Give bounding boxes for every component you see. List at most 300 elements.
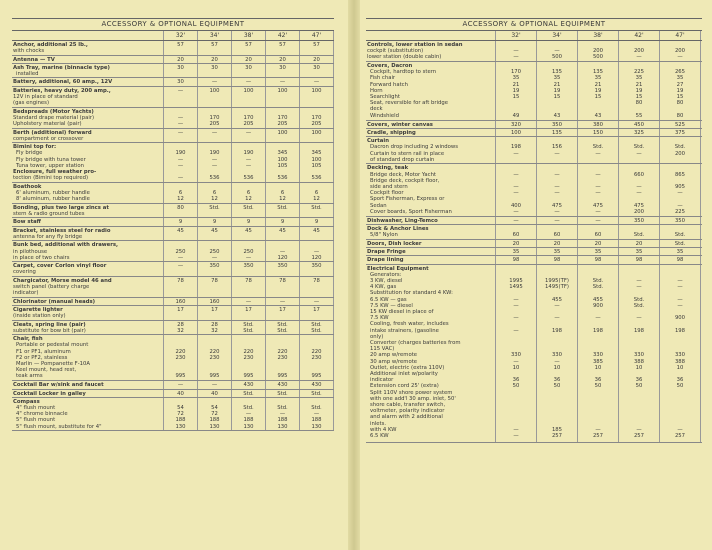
price-value: 30: [313, 64, 320, 71]
item-label-line: Fish chair: [370, 75, 396, 82]
item-label-line: Cradle, shipping: [367, 129, 416, 136]
price-value: 198: [633, 327, 645, 334]
price-cell: [619, 137, 660, 163]
price-value: 45: [279, 227, 286, 234]
item-label: [12, 227, 164, 241]
price-cell: [300, 298, 334, 305]
price-value: 10: [594, 364, 602, 371]
item-label-line: stern & radio ground tubes: [13, 211, 85, 218]
price-value: 170: [243, 114, 254, 121]
price-value: 475: [551, 202, 563, 209]
price-cell: [232, 108, 266, 128]
price-value: 6: [246, 190, 251, 197]
item-label-line: Drape lining: [367, 257, 404, 264]
price-cell: [496, 240, 537, 247]
price-value: 100: [311, 156, 322, 163]
price-value: 400: [510, 202, 522, 209]
price-value: 45: [177, 227, 184, 234]
price-value: 105: [311, 162, 322, 169]
price-value: 130: [277, 423, 288, 430]
price-value: 430: [243, 382, 254, 389]
price-value: 50: [512, 383, 520, 390]
table-row: [12, 204, 334, 219]
price-cell: [232, 56, 266, 63]
price-cell: [300, 381, 334, 388]
price-value: 20: [553, 240, 561, 247]
price-cell: [619, 265, 660, 442]
item-label-line: voltmeter, polarity indicator: [370, 408, 445, 415]
price-cell: [660, 256, 701, 263]
table-row: [366, 129, 702, 137]
price-value: 21: [635, 81, 643, 88]
price-value: 995: [277, 373, 288, 380]
left-table-title: ACCESSORY & OPTIONAL EQUIPMENT: [12, 18, 334, 31]
price-value: —: [513, 171, 519, 178]
price-cell: [300, 241, 334, 261]
price-cell: [232, 218, 266, 225]
price-value: 80: [676, 112, 684, 119]
price-value: Std.: [633, 232, 645, 239]
price-cell: [300, 277, 334, 297]
price-cell: [537, 129, 578, 136]
item-label: [366, 129, 496, 136]
price-cell: [164, 227, 198, 241]
price-cell: [496, 225, 537, 239]
item-label: [12, 398, 164, 431]
price-cell: [537, 240, 578, 247]
price-value: —: [279, 79, 286, 86]
item-label-line: Seat, reversible for aft bridge: [370, 100, 448, 107]
price-value: Std.: [243, 204, 254, 211]
table-row: [12, 321, 334, 336]
price-value: 660: [633, 171, 645, 178]
price-cell: [300, 306, 334, 320]
price-value: 17: [211, 307, 218, 313]
price-cell: [300, 398, 334, 431]
price-cell: [578, 265, 619, 442]
price-value: 170: [209, 114, 220, 121]
item-label-line: Drape Fringe: [367, 248, 406, 255]
price-value: 100: [311, 129, 322, 136]
price-value: Std.: [592, 284, 604, 291]
price-value: 200: [674, 150, 686, 157]
price-value: 100: [311, 87, 322, 94]
price-cell: [164, 262, 198, 276]
price-cell: [198, 306, 232, 320]
price-value: 430: [277, 382, 288, 389]
price-cell: [266, 306, 300, 320]
table-row: [12, 241, 334, 262]
item-label-line: Outlet, electric (extra 110V): [370, 364, 445, 371]
price-value: 32: [177, 327, 184, 334]
item-label-line: 5" flush mount: [16, 417, 56, 424]
price-value: Std.: [243, 390, 254, 397]
item-label: [12, 321, 164, 335]
price-cell: [300, 87, 334, 107]
price-value: —: [677, 190, 683, 197]
price-cell: [496, 137, 537, 163]
price-value: 220: [209, 348, 220, 355]
item-label-line: F1 or PF1, aluminum: [16, 348, 71, 355]
price-value: —: [513, 358, 519, 365]
price-value: 160: [209, 298, 220, 305]
price-cell: [660, 121, 701, 128]
table-row: [12, 262, 334, 277]
price-value: —: [595, 171, 601, 178]
price-cell: [660, 225, 701, 239]
price-value: 78: [245, 277, 252, 284]
price-value: —: [177, 382, 184, 389]
price-cell: [232, 335, 266, 380]
item-label: [12, 241, 164, 261]
item-label-line: Bracket, stainless steel for radio: [13, 227, 111, 234]
price-value: 36: [635, 377, 643, 384]
price-value: 78: [279, 277, 286, 284]
price-value: 35: [676, 75, 684, 82]
price-value: 105: [277, 162, 288, 169]
price-cell: [619, 240, 660, 247]
price-value: 15: [594, 93, 602, 100]
price-cell: [578, 256, 619, 263]
price-value: 900: [592, 302, 604, 309]
price-value: —: [513, 433, 519, 440]
price-value: 35: [635, 248, 643, 255]
price-value: —: [554, 150, 560, 157]
price-value: 205: [277, 121, 288, 128]
price-value: —: [313, 248, 320, 255]
item-label-line: Dacron drop including 2 windows: [370, 144, 459, 151]
price-value: Std.: [674, 232, 686, 239]
item-label: [366, 164, 496, 215]
price-value: 9: [212, 219, 217, 226]
price-value: Std.: [311, 321, 322, 328]
price-cell: [232, 183, 266, 203]
price-value: 257: [633, 433, 645, 440]
price-value: 380: [592, 121, 604, 128]
price-cell: [232, 390, 266, 397]
price-value: 536: [243, 175, 254, 182]
column-header-size: 47': [660, 31, 701, 40]
price-value: 9: [280, 219, 285, 226]
item-label-line: 5/8" Nylon: [370, 232, 398, 239]
price-cell: [164, 87, 198, 107]
item-label-line: Carpet, cover Corlon vinyl floor: [13, 263, 107, 270]
price-cell: [198, 381, 232, 388]
price-value: 995: [243, 373, 254, 380]
price-value: —: [279, 248, 286, 255]
price-value: 198: [592, 327, 604, 334]
item-label-line: Converter (charges batteries from: [370, 339, 461, 346]
price-value: 257: [674, 433, 686, 440]
price-value: 500: [592, 54, 604, 61]
item-label-line: Cigarette lighter: [13, 307, 63, 313]
price-value: 40: [211, 390, 218, 397]
price-value: 250: [209, 248, 220, 255]
price-cell: [266, 129, 300, 143]
price-value: —: [595, 183, 601, 190]
price-value: 100: [277, 87, 288, 94]
price-value: —: [595, 315, 601, 322]
price-value: —: [245, 298, 252, 305]
price-value: 188: [209, 417, 220, 424]
price-value: 388: [633, 358, 645, 365]
price-value: 19: [676, 87, 684, 94]
item-label-line: Fly bridge: [16, 150, 43, 157]
price-value: Std.: [311, 327, 322, 334]
price-value: 350: [633, 217, 645, 224]
item-label-line: Electrical Equipment: [367, 265, 429, 272]
price-value: Std.: [311, 390, 322, 397]
price-value: —: [177, 162, 184, 169]
price-cell: [660, 240, 701, 247]
item-label-line: with 4 KW: [370, 426, 397, 433]
price-cell: [619, 121, 660, 128]
price-value: 188: [243, 417, 254, 424]
item-label-line: Compass: [13, 398, 40, 405]
price-cell: [164, 143, 198, 182]
price-value: —: [313, 79, 320, 86]
item-label-line: Sedan: [370, 202, 387, 209]
price-value: 50: [553, 383, 561, 390]
price-value: 15: [635, 93, 643, 100]
item-label-line: Standard drape material (pair): [13, 114, 95, 121]
price-cell: [619, 62, 660, 120]
item-label-line: substitute for bow bit (pair): [13, 327, 86, 334]
item-label-line: 6.5 KW: [370, 433, 389, 440]
price-value: 19: [635, 87, 643, 94]
price-cell: [164, 390, 198, 397]
item-label-line: Controls, lower station in sedan: [367, 42, 463, 48]
item-label-line: Keel mount, head rest,: [16, 367, 77, 374]
price-value: 995: [311, 373, 322, 380]
price-cell: [266, 64, 300, 78]
price-value: 100: [277, 129, 288, 136]
price-value: 6: [178, 190, 183, 197]
item-label: [366, 248, 496, 255]
price-cell: [496, 265, 537, 442]
price-value: —: [554, 302, 560, 309]
price-value: 345: [277, 150, 288, 157]
item-label-line: Bridge deck, cockpit floor,: [370, 177, 440, 184]
table-row: [12, 227, 334, 242]
price-value: —: [677, 302, 683, 309]
price-value: 15: [676, 93, 684, 100]
price-cell: [578, 62, 619, 120]
item-label: [366, 137, 496, 163]
item-label-line: 20 amp w/remote: [370, 352, 418, 359]
price-value: 350: [277, 263, 288, 270]
price-value: 20: [594, 240, 602, 247]
table-row: [366, 62, 702, 121]
price-value: 10: [635, 364, 643, 371]
price-value: 230: [277, 354, 288, 361]
price-value: [537, 157, 577, 163]
price-cell: [164, 277, 198, 297]
price-value: 20: [177, 56, 184, 63]
price-value: 350: [209, 263, 220, 270]
price-cell: [300, 262, 334, 276]
price-value: 330: [633, 352, 645, 359]
item-label-line: (gas engines): [13, 100, 50, 107]
price-value: —: [513, 208, 519, 215]
price-cell: [198, 227, 232, 241]
price-value: —: [211, 79, 218, 86]
price-value: 250: [243, 248, 254, 255]
price-value: 15: [553, 93, 561, 100]
price-cell: [164, 129, 198, 143]
price-value: 200: [633, 48, 645, 55]
price-value: Std.: [243, 321, 254, 328]
item-label-line: installed: [16, 71, 39, 78]
item-label: [12, 129, 164, 143]
price-value: —: [513, 315, 519, 322]
price-value: —: [554, 171, 560, 178]
item-label-line: indicator: [370, 377, 394, 384]
price-cell: [164, 218, 198, 225]
price-cell: [619, 248, 660, 255]
price-value: —: [554, 183, 560, 190]
price-value: Std.: [633, 144, 645, 151]
item-label-line: Cover boards, Sport Fisherman: [370, 208, 452, 215]
price-value: —: [513, 190, 519, 197]
item-column-header: [366, 31, 496, 40]
price-value: 905: [674, 183, 686, 190]
price-value: 170: [510, 69, 522, 76]
price-value: —: [177, 175, 184, 182]
price-value: 430: [311, 382, 322, 389]
price-cell: [578, 129, 619, 136]
price-value: 20: [211, 56, 218, 63]
left-table-body: [12, 41, 334, 431]
item-label-line: side and stern: [370, 183, 408, 190]
item-label-line: of standard drop curtain: [370, 156, 435, 163]
item-label-line: Antenna — TV: [13, 56, 55, 63]
price-value: —: [595, 217, 601, 224]
price-value: —: [513, 327, 519, 334]
table-row: [12, 143, 334, 183]
price-value: Std.: [311, 405, 322, 412]
price-value: 130: [311, 423, 322, 430]
price-value: 20: [279, 56, 286, 63]
price-value: 50: [676, 383, 684, 390]
price-value: 150: [592, 129, 604, 136]
price-value: —: [636, 54, 642, 61]
table-row: [12, 129, 334, 144]
price-cell: [496, 256, 537, 263]
price-value: Std.: [277, 321, 288, 328]
price-value: —: [513, 183, 519, 190]
price-cell: [232, 204, 266, 218]
price-value: —: [313, 298, 320, 305]
price-cell: [578, 137, 619, 163]
table-row: [366, 265, 702, 443]
price-value: 54: [177, 405, 184, 412]
item-label-line: Portable or pedestal mount: [16, 342, 89, 349]
item-label-line: Bow staff: [13, 219, 41, 226]
price-cell: [619, 256, 660, 263]
price-cell: [537, 137, 578, 163]
table-row: [366, 137, 702, 164]
price-value: 500: [551, 54, 563, 61]
table-row: [366, 256, 702, 264]
left-page: [12, 18, 334, 431]
price-cell: [660, 248, 701, 255]
price-cell: [266, 277, 300, 297]
price-cell: [660, 129, 701, 136]
item-label-line: 7.5 KW: [370, 315, 389, 322]
item-label-line: and alarm with 2 additional: [370, 414, 443, 421]
price-value: —: [677, 426, 683, 433]
price-value: 1495: [509, 284, 523, 291]
table-row: [12, 56, 334, 64]
right-table-title: ACCESSORY & OPTIONAL EQUIPMENT: [366, 18, 702, 31]
item-label-line: Covers, winter canvas: [367, 121, 433, 128]
item-label: [12, 390, 164, 397]
price-value: —: [595, 426, 601, 433]
price-value: 475: [633, 202, 645, 209]
price-cell: [232, 398, 266, 431]
price-cell: [164, 204, 198, 218]
item-label: [366, 240, 496, 247]
right-column-headers: [366, 31, 702, 41]
price-value: —: [595, 150, 601, 157]
item-label-line: 15 KW diesel in place of: [370, 308, 434, 315]
price-cell: [198, 398, 232, 431]
price-cell: [232, 306, 266, 320]
column-header-size: 38': [578, 31, 619, 40]
item-label-line: Horn: [370, 87, 383, 94]
price-value: 185: [551, 426, 563, 433]
price-value: 130: [243, 423, 254, 430]
price-value: 19: [594, 87, 602, 94]
item-label-line: only): [370, 333, 384, 340]
price-cell: [232, 78, 266, 85]
price-value: 45: [245, 227, 252, 234]
table-row: [12, 335, 334, 381]
price-value: 160: [175, 298, 186, 305]
price-value: 100: [209, 87, 220, 94]
price-value: —: [513, 217, 519, 224]
price-cell: [300, 183, 334, 203]
price-value: —: [513, 48, 519, 55]
price-value: 57: [245, 42, 252, 48]
price-cell: [198, 218, 232, 225]
item-label-line: Substitution for standard 4 KW:: [370, 290, 453, 297]
item-label: [12, 298, 164, 305]
price-value: Std.: [243, 405, 254, 412]
item-label-line: Chair, fish: [13, 336, 43, 343]
price-cell: [266, 381, 300, 388]
price-value: 98: [553, 257, 561, 264]
price-value: 900: [674, 315, 686, 322]
price-value: —: [554, 48, 560, 55]
price-value: 12: [177, 196, 184, 203]
price-value: —: [677, 277, 683, 284]
price-value: 80: [635, 100, 643, 107]
price-cell: [266, 227, 300, 241]
item-label: [12, 41, 164, 55]
item-label: [366, 121, 496, 128]
right-page: [366, 18, 702, 443]
price-value: —: [245, 254, 252, 261]
price-value: 188: [277, 417, 288, 424]
price-cell: [232, 87, 266, 107]
price-value: 20: [245, 56, 252, 63]
table-row: [12, 41, 334, 56]
price-value: 43: [594, 112, 602, 119]
price-value: 60: [553, 232, 561, 239]
item-label: [12, 381, 164, 388]
